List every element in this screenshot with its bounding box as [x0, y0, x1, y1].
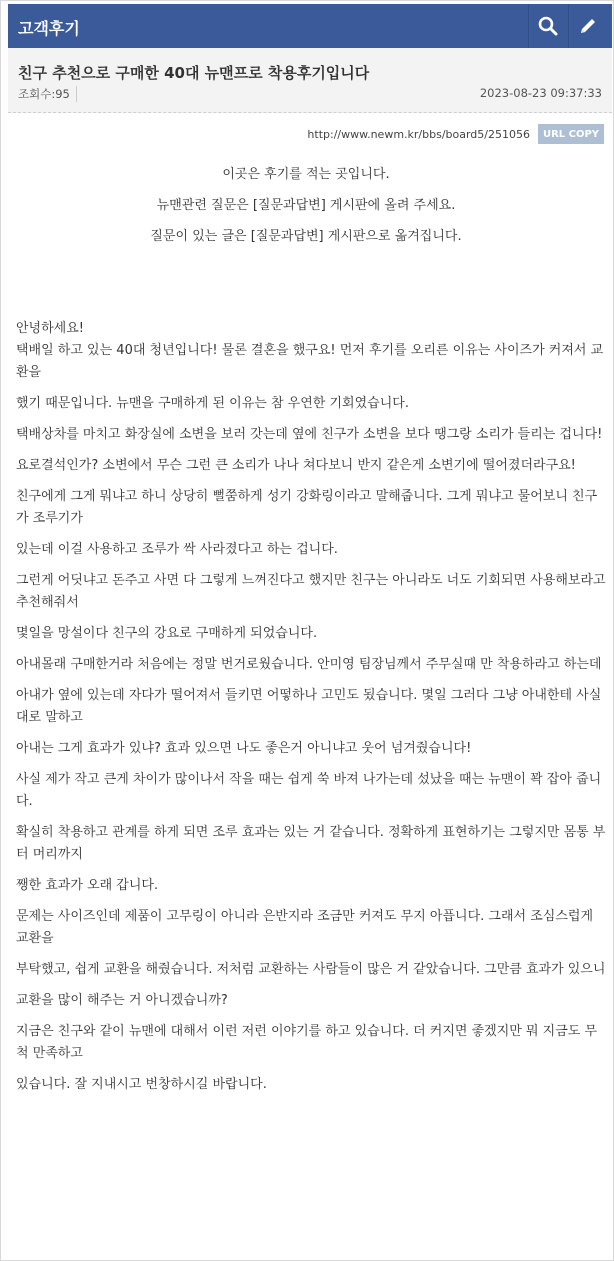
write-button[interactable]: [568, 4, 607, 48]
search-button[interactable]: [528, 4, 567, 48]
content-paragraph: 교환을 많이 해주는 거 아니겠습니까?: [16, 993, 228, 1008]
content-paragraph: 확실히 착용하고 관계를 하게 되면 조루 효과는 있는 거 같습니다. 정확하게 표현하기는 그렇지만 몸통 부터 머리까지: [16, 825, 606, 862]
content-paragraph: 있는데 이걸 사용하고 조루가 싹 사라졌다고 하는 겁니다.: [16, 542, 338, 557]
content-paragraph: 그런게 어딧냐고 돈주고 사면 다 그렇게 느껴진다고 했지만 친구는 아니라도 너도 기회되면 사용해보라고 추천해줘서: [16, 573, 606, 610]
content-paragraph: 부탁했고, 쉽게 교환을 해줬습니다. 저처럼 교환하는 사람들이 많은 거 같았습니다. 그만큼 효과가 있으니: [16, 962, 606, 977]
pencil-icon: [578, 16, 598, 36]
content-paragraph: 아내는 그게 효과가 있냐? 효과 있으면 나도 좋은거 아니냐고 웃어 넘겨줬습니다!: [16, 741, 472, 756]
content-paragraph: 안녕하세요! 택배일 하고 있는 40대 청년입니다! 물론 결혼을 했구요! 먼저 후기를 오리른 이유는 사이즈가 커져서 교환을: [16, 321, 604, 380]
url-copy-button[interactable]: URL COPY: [538, 124, 604, 144]
content-paragraph: 요로결석인가? 소변에서 무슨 그런 큰 소리가 나나 쳐다보니 반지 같은게 소변기에 떨어졌더라구요!: [16, 458, 576, 473]
content-paragraph: 있습니다. 잘 지내시고 번창하시길 바랍니다.: [16, 1077, 267, 1092]
board-notice: [8, 164, 604, 257]
post-subject: 친구 추천으로 구매한 40대 뉴맨프로 착용후기입니다: [18, 64, 370, 82]
notice-line: 이곳은 후기를 적는 곳입니다.: [222, 167, 390, 182]
content-paragraph: 했기 때문입니다. 뉴맨을 구매하게 된 이유는 참 우연한 기회였습니다.: [16, 396, 409, 411]
content-paragraph: 지금은 친구와 같이 뉴맨에 대해서 이런 저런 이야기를 하고 있습니다. 더 커지면 좋겠지만 뭐 지금도 무척 만족하고: [16, 1024, 597, 1061]
content-paragraph: 친구에게 그게 뭐냐고 하니 상당히 뻘쭘하게 성기 강화링이라고 말해줍니다. 그게 뭐냐고 물어보니 친구가 조루기가: [16, 489, 598, 526]
content-paragraph: 아내가 옆에 있는데 자다가 떨어져서 들키면 어떻하나 고민도 됬습니다. 몇일 그러다 그냥 아내한테 사실대로 말하고: [16, 688, 602, 725]
notice-line: 뉴맨관련 질문은 [질문과답변] 게시판에 올려 주세요.: [156, 198, 456, 213]
content-paragraph: 아내몰래 구매한거라 처음에는 정말 번거로웠습니다. 안미영 팀장님께서 주무실때 만 착용하라고 하는데: [16, 657, 602, 672]
post-url[interactable]: http://www.newm.kr/bbs/board5/251056: [307, 128, 530, 141]
content-paragraph: 몇일을 망설이다 친구의 강요로 구매하게 되었습니다.: [16, 626, 318, 641]
header-bar: [8, 4, 612, 49]
content-paragraph: 사실 제가 작고 큰게 차이가 많이나서 작을 때는 쉽게 쑥 바져 나가는데 섰났을 때는 뉴맨이 꽉 잡아 줍니다.: [16, 772, 602, 809]
search-icon: [538, 16, 558, 36]
url-row: [8, 124, 604, 146]
content-paragraph: 택배상차를 마치고 화장실에 소변을 보러 갓는데 옆에 친구가 소변을 보다 땡그랑 소리가 들리는 겁니다!: [16, 427, 603, 442]
notice-line: 질문이 있는 글은 [질문과답변] 게시판으로 옮겨집니다.: [150, 229, 462, 244]
post-header: [8, 48, 612, 113]
content-paragraph: 문제는 사이즈인데 제품이 고무링이 아니라 은반지라 조금만 커져도 무지 아픕니다. 그래서 조심스럽게 교환을: [16, 909, 594, 946]
post-date: 2023-08-23 09:37:33: [479, 86, 602, 100]
post-content: [16, 318, 606, 1105]
content-paragraph: 쨍한 효과가 오래 갑니다.: [16, 878, 159, 893]
view-count: 조회수:95: [18, 86, 77, 102]
board-title: 고객후기: [18, 19, 80, 38]
